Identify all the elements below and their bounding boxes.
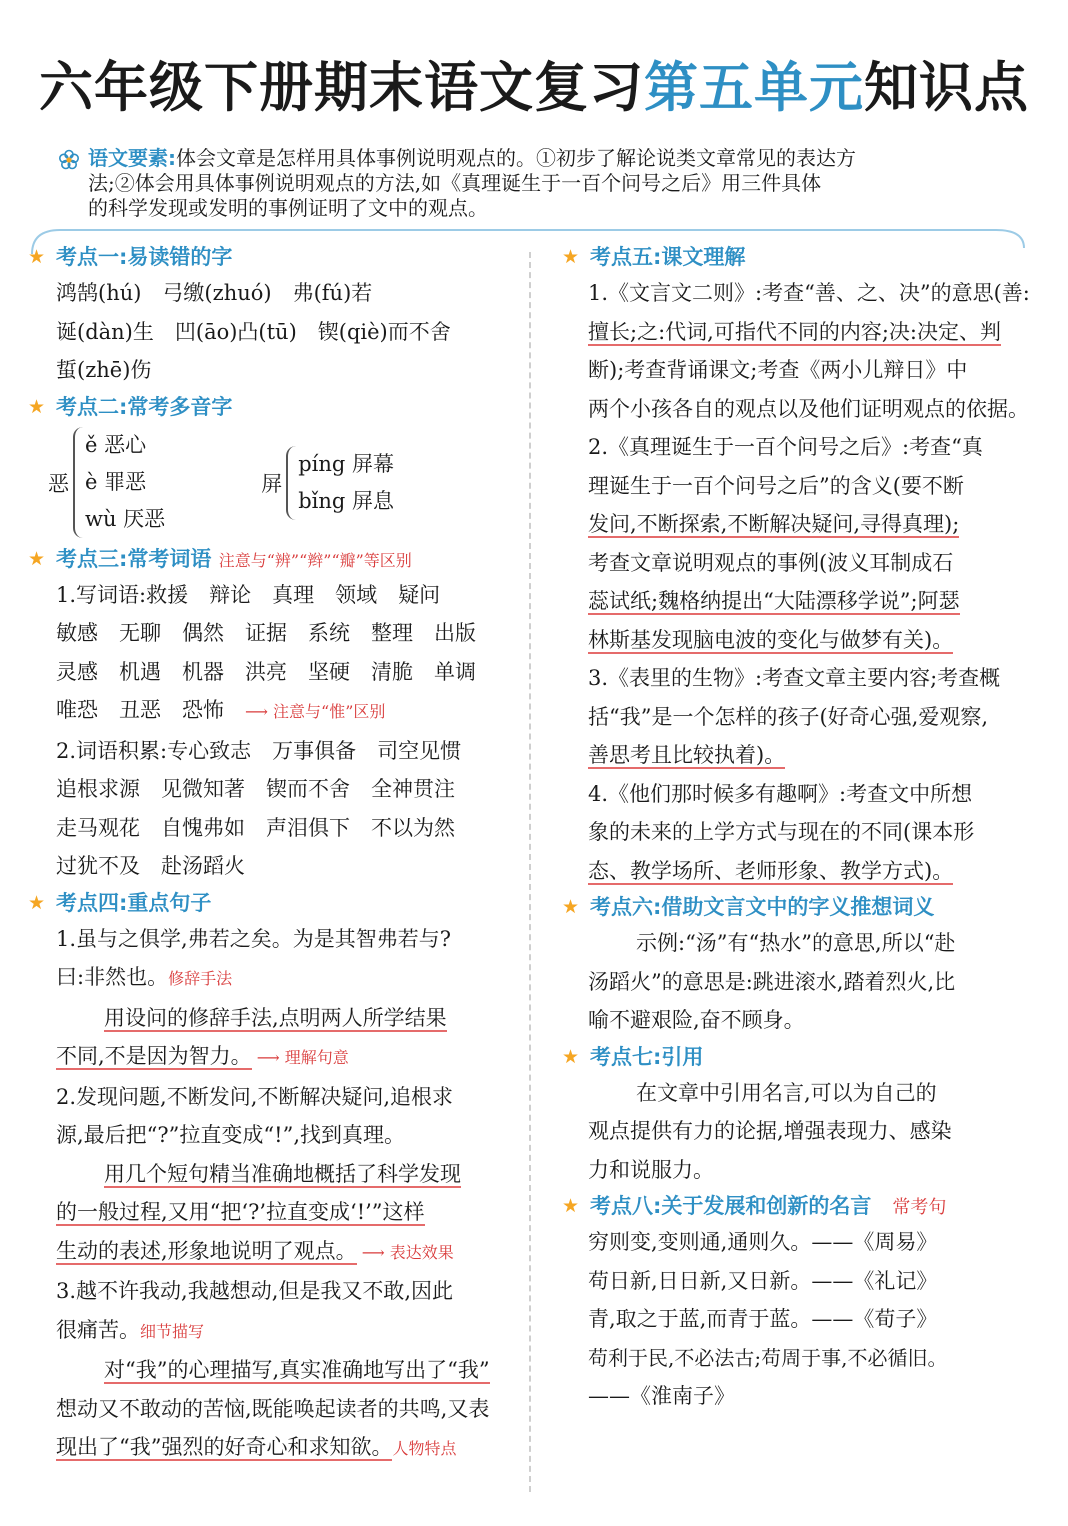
text-line: 断);考查背诵课文;考查《两小儿辩日》中: [588, 358, 968, 382]
star-icon: ★: [562, 246, 580, 268]
polyphone-ping: 屏 píng 屏幕 bǐng 屏息: [261, 446, 394, 520]
star-icon: ★: [28, 246, 46, 268]
intro-block: [58, 146, 1018, 221]
left-column: [28, 240, 528, 1469]
text-line: 蜇(zhē)伤: [56, 358, 152, 382]
text-line: 括“我”是一个怎样的孩子(好奇心强,爱观察,: [588, 704, 989, 729]
section-heading: ★ 考点七:引用: [562, 1040, 1042, 1074]
text-line: 汤蹈火”的意思是:跳进滚水,踏着烈火,比: [588, 969, 956, 994]
polyphone-group: [28, 424, 528, 542]
text-line: 鸿鹄(hú) 弓缴(zhuó) 弗(fú)若: [56, 281, 373, 305]
section-heading: ★ 考点一:易读错的字: [28, 240, 528, 274]
text-line: 1.写词语:救援 辩论 真理 领域 疑问: [56, 582, 441, 607]
intro-label: 语文要素:: [88, 146, 176, 170]
section-heading: ★ 考点四:重点句子: [28, 886, 528, 920]
handwritten-note: 注意与“惟”区别: [273, 702, 386, 721]
text-line: 示例:“汤”有“热水”的意思,所以“赴: [636, 931, 956, 955]
column-divider: [529, 252, 531, 1492]
text-line: 喻不避艰险,奋不顾身。: [588, 1008, 805, 1032]
quote-line: 青,取之于蓝,而青于蓝。——《荀子》: [588, 1307, 938, 1331]
text-line: 3.越不许我动,我越想动,但是我又不敢,因此: [56, 1279, 454, 1303]
text-line: 很痛苦。细节描写: [56, 1317, 205, 1342]
text-line: 想动又不敢动的苦恼,既能唤起读者的共鸣,又表: [56, 1396, 490, 1421]
text-line: 4.《他们那时候多有趣啊》:考查文中所想: [588, 781, 973, 806]
section-heading: ★ 考点三:常考词语 注意与“辨”“辫”“瓣”等区别: [28, 542, 528, 576]
quote-line: ——《淮南子》: [588, 1384, 735, 1408]
section-heading: ★ 考点六:借助文言文中的字义推想词义: [562, 890, 1042, 924]
section-7-body: [562, 1074, 1042, 1190]
text-line: 曰:非然也。修辞手法: [56, 965, 233, 989]
text-line: 1.虽与之俱学,弗若之矣。为是其智弗若与?: [56, 926, 451, 951]
star-icon: ★: [28, 395, 46, 418]
text-line: 1.《文言文二则》:考查“善、之、决”的意思(善:: [588, 281, 1030, 305]
section-heading: ★ 考点二:常考多音字: [28, 390, 528, 424]
star-icon: ★: [562, 896, 580, 918]
text-line: 追根求源 见微知著 锲而不舍 全神贯注: [56, 777, 455, 801]
text-line: 2.《真理诞生于一百个问号之后》:考查“真: [588, 435, 983, 459]
text-line: 2.词语积累:专心致志 万事俱备 司空见惯: [56, 738, 462, 763]
star-icon: ★: [28, 547, 46, 570]
text-line: 用几个短句精当准确地概括了科学发现: [104, 1161, 461, 1186]
handwritten-note: 常考句: [892, 1197, 947, 1218]
text-line: 在文章中引用名言,可以为自己的: [636, 1080, 937, 1105]
text-line: 诞(dàn)生 凹(āo)凸(tū) 锲(qiè)而不舍: [56, 319, 451, 344]
text-line: 过犹不及 赴汤蹈火: [56, 854, 245, 878]
quote-line: 穷则变,变则通,通则久。——《周易》: [588, 1230, 938, 1254]
text-line: 现出了“我”强烈的好奇心和求知欲。人物特点: [56, 1435, 457, 1459]
title-part-1: 六年级下册期末语文复习: [39, 56, 644, 119]
text-line: 考查文章说明观点的事例(波义耳制成石: [588, 550, 954, 575]
handwritten-note: 注意与“辨”“辫”“瓣”等区别: [218, 550, 412, 570]
text-line: 敏感 无聊 偶然 证据 系统 整理 出版: [56, 621, 476, 645]
text-line: 观点提供有力的论据,增强表现力、感染: [588, 1119, 952, 1143]
text-line: 用设问的修辞手法,点明两人所学结果: [104, 1005, 447, 1030]
text-line: 理诞生于一百个问号之后”的含义(要不断: [588, 473, 964, 498]
section-4-body: [28, 920, 528, 1469]
polyphone-bracket: píng 屏幕 bǐng 屏息: [286, 446, 394, 520]
handwritten-note: 表达效果: [389, 1242, 454, 1262]
section-heading: ★ 考点五:课文理解: [562, 240, 1042, 274]
section-heading: ★ 考点八:关于发展和创新的名言 常考句: [562, 1189, 1042, 1223]
page-title: [0, 45, 1068, 122]
text-line: 走马观花 自愧弗如 声泪俱下 不以为然: [56, 815, 455, 840]
title-part-3: 知识点: [864, 56, 1029, 119]
text-line: 两个小孩各自的观点以及他们证明观点的依据。: [588, 396, 1029, 421]
section-1-body: [28, 274, 528, 390]
polyphone-e: 恶 ě 恶心 è 罪恶 wù 厌恶: [48, 427, 165, 538]
intro-line: 法;②体会用具体事例说明观点的方法,如《真理诞生于一百个问号之后》用三件具体: [88, 171, 822, 195]
star-icon: ★: [562, 1045, 580, 1068]
text-line: 源,最后把“?”拉直变成“!”,找到真理。: [56, 1123, 405, 1147]
section-6-body: [562, 924, 1042, 1040]
star-icon: ★: [562, 1195, 580, 1217]
text-line: 善思考且比较执着)。: [588, 743, 786, 767]
handwritten-note: 细节描写: [140, 1321, 205, 1341]
quote-line: 苟利于民,不必法古;苟周于事,不必循旧。: [588, 1345, 948, 1370]
polyphone-bracket: ě 恶心 è 罪恶 wù 厌恶: [73, 427, 165, 538]
text-line: 对“我”的心理描写,真实准确地写出了“我”: [104, 1358, 490, 1382]
text-line: 发问,不断探索,不断解决疑问,寻得真理);: [588, 512, 960, 536]
text-line: 力和说服力。: [588, 1157, 714, 1182]
handwritten-note: 理解句意: [284, 1048, 349, 1067]
handwritten-note: 修辞手法: [168, 969, 233, 988]
text-line: 唯恐 丑恶 恐怖 ⟶ 注意与“惟”区别: [56, 698, 386, 722]
section-3-body: [28, 576, 528, 886]
section-8-body: [562, 1223, 1042, 1416]
intro-line: 体会文章是怎样用具体事例说明观点的。①初步了解论说类文章常见的表达方: [176, 146, 856, 170]
flower-icon: [58, 149, 80, 171]
section-5-body: [562, 274, 1042, 890]
star-icon: ★: [28, 891, 46, 914]
text-line: 的一般过程,又用“把‘?’拉直变成‘!’”这样: [56, 1200, 425, 1224]
text-line: 蕊试纸;魏格纳提出“大陆漂移学说”;阿瑟: [588, 589, 960, 613]
text-line: 态、教学场所、老师形象、教学方式)。: [588, 858, 954, 883]
text-line: 生动的表述,形象地说明了观点。 ⟶ 表达效果: [56, 1238, 454, 1263]
text-line: 擅长;之:代词,可指代不同的内容;决:决定、判: [588, 319, 1001, 344]
text-line: 3.《表里的生物》:考查文章主要内容;考查概: [588, 666, 1001, 690]
text-line: 灵感 机遇 机器 洪亮 坚硬 清脆 单调: [56, 659, 476, 684]
text-line: 象的未来的上学方式与现在的不同(课本形: [588, 820, 975, 844]
quote-line: 苟日新,日日新,又日新。——《礼记》: [588, 1268, 938, 1293]
text-line: 不同,不是因为智力。 ⟶ 理解句意: [56, 1044, 349, 1068]
title-highlight: 第五单元: [644, 56, 864, 119]
handwritten-note: 人物特点: [392, 1439, 457, 1458]
text-line: 2.发现问题,不断发问,不断解决疑问,追根求: [56, 1084, 454, 1109]
text-line: 林斯基发现脑电波的变化与做梦有关)。: [588, 627, 954, 652]
right-column: [562, 240, 1042, 1416]
intro-line: 的科学发现或发明的事例证明了文中的观点。: [88, 196, 488, 220]
